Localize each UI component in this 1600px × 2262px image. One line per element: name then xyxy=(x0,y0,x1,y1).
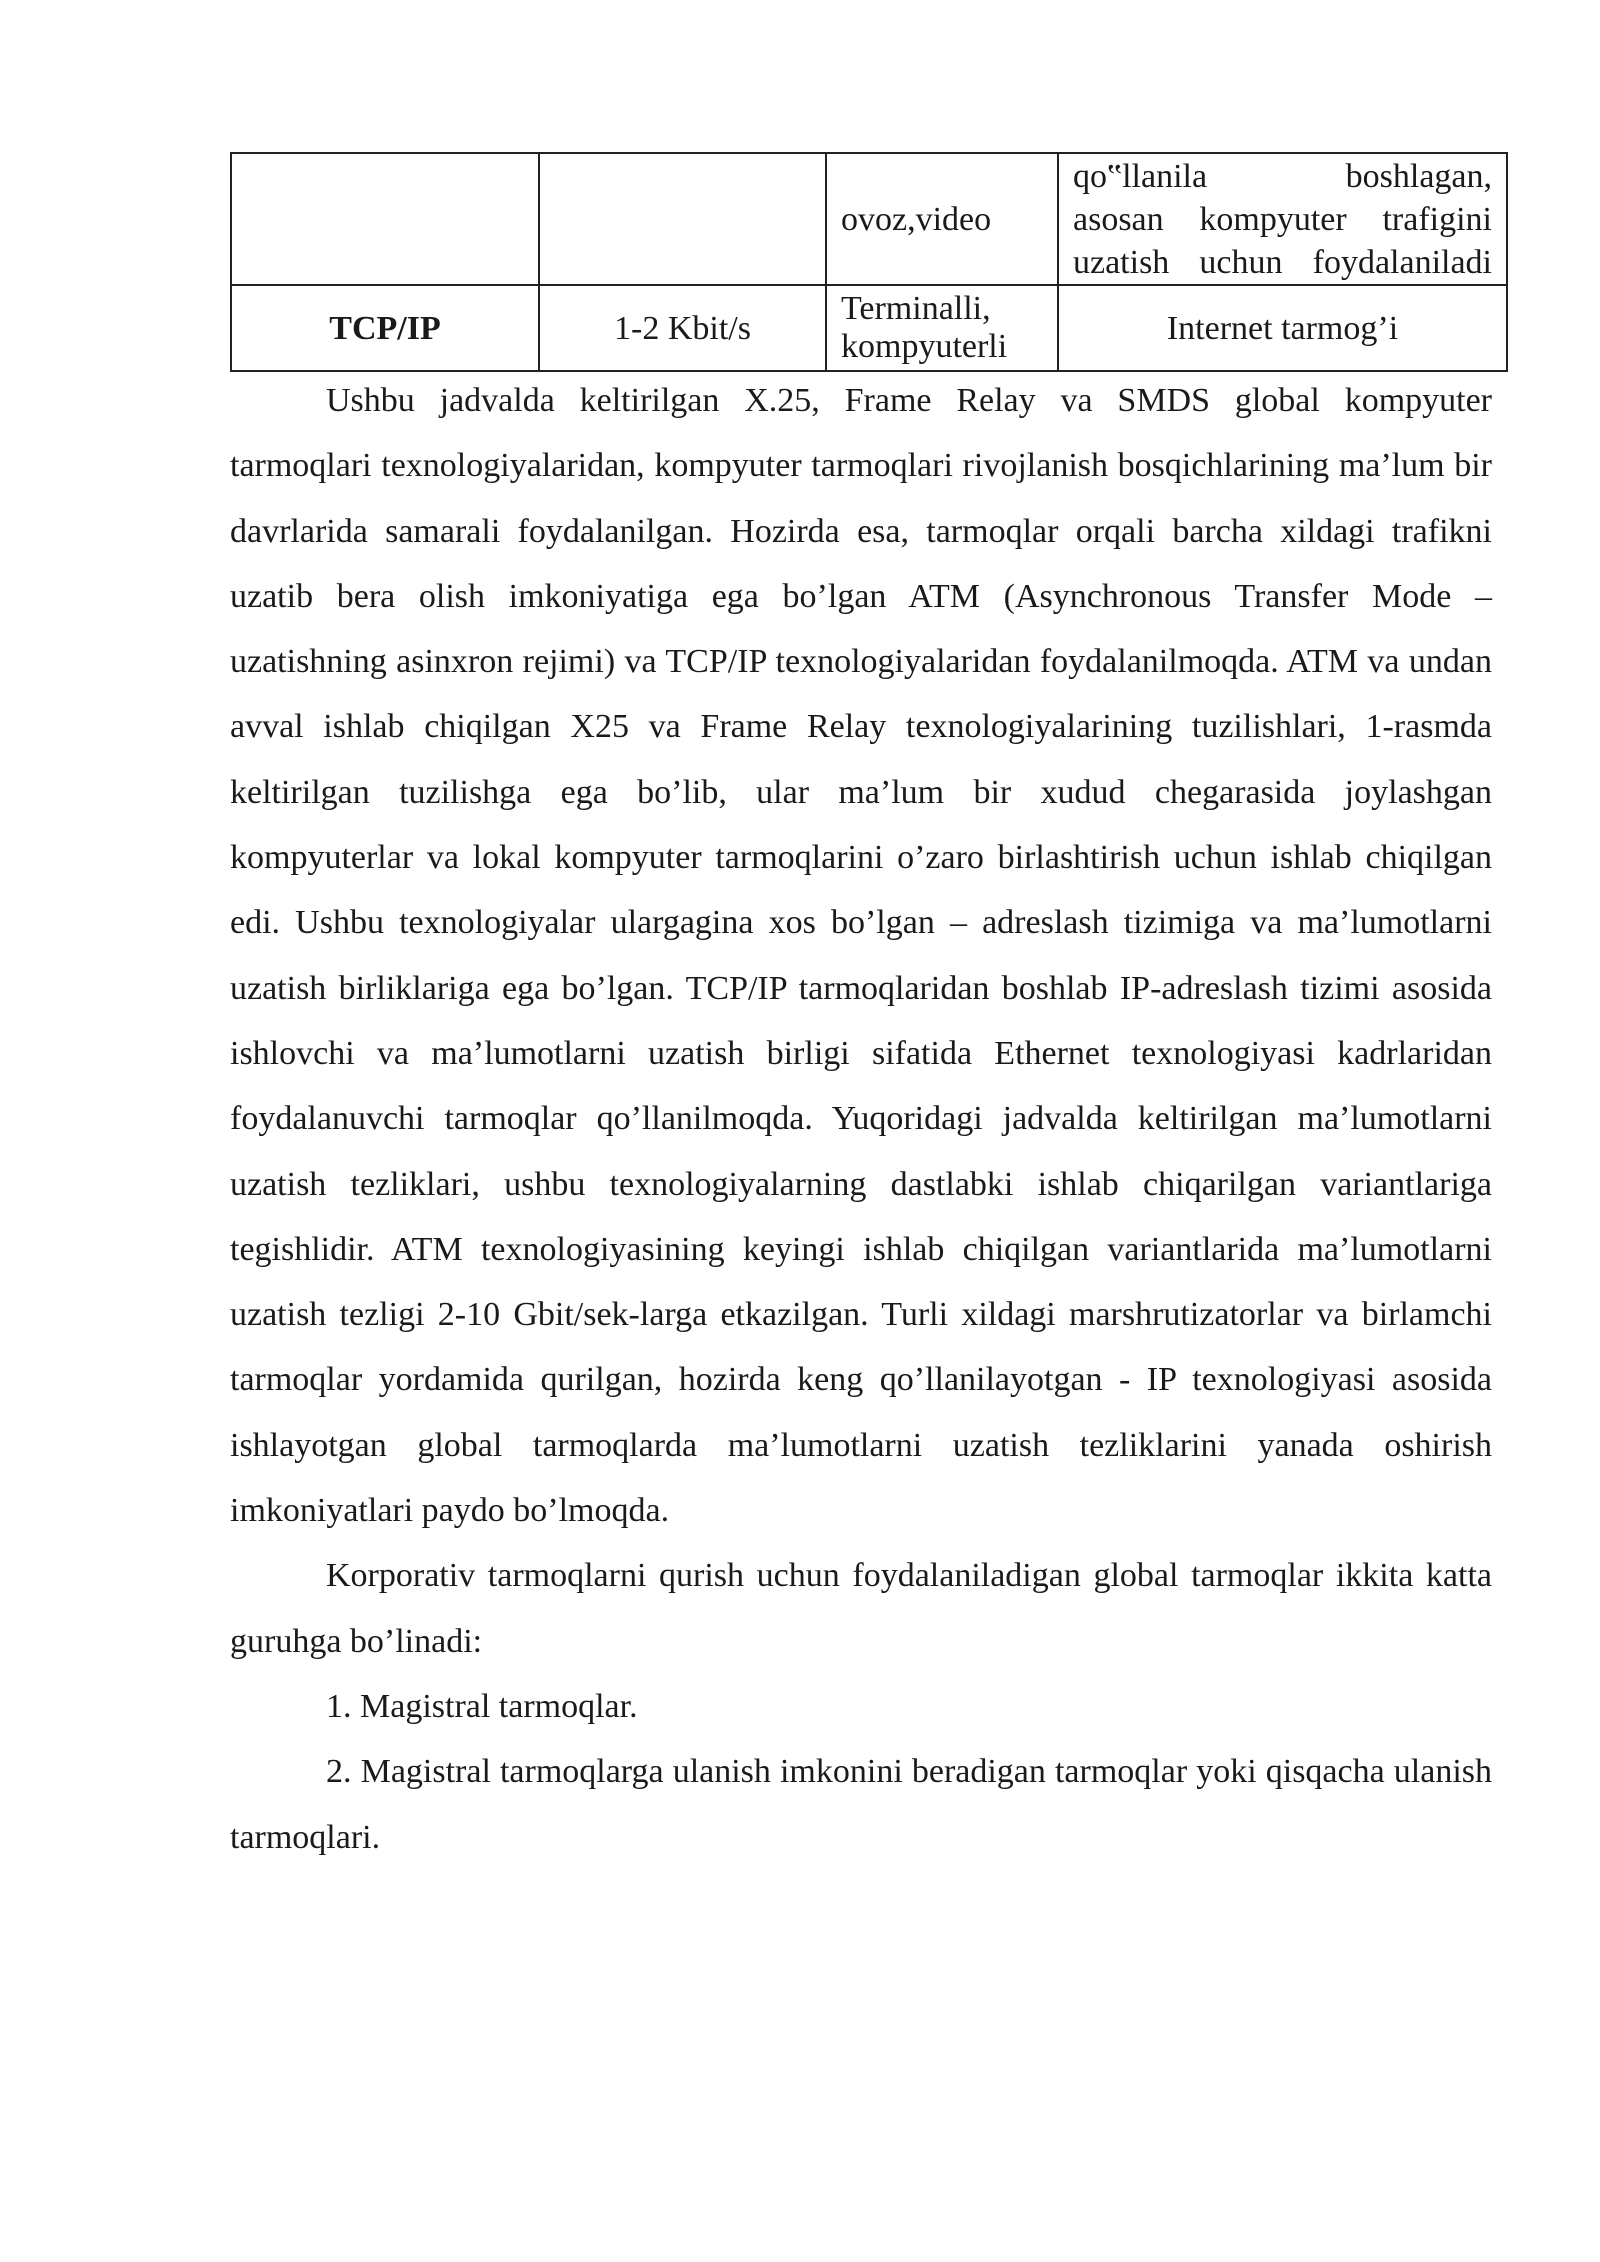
table-cell-application xyxy=(1058,153,1507,285)
table-cell-technology: TCP/IP xyxy=(231,285,539,371)
table-cell-traffic-type xyxy=(826,285,1058,371)
table-cell-traffic-type: ovoz,video xyxy=(826,153,1058,285)
table-cell-empty xyxy=(231,153,539,285)
cell-text-line: kompyuterli xyxy=(841,328,1008,365)
technology-table-continuation xyxy=(230,152,1508,372)
paragraph-corporate-networks: Korporativ tarmoqlarni qurish uchun foydalaniladigan global tarmoqlar ikkita katta guruhga bo’linadi: xyxy=(230,1557,1492,1660)
table-cell-empty xyxy=(539,153,826,285)
table-row xyxy=(231,285,1507,371)
body-text xyxy=(230,368,1492,1870)
cell-text-line: qo‟llanila boshlagan, xyxy=(1073,157,1492,195)
table-cell-application: Internet tarmog’i xyxy=(1058,285,1507,371)
table-row xyxy=(231,153,1507,285)
list-item-backbone-networks: 1. Magistral tarmoqlar. xyxy=(326,1687,638,1725)
cell-text-line: Terminalli, xyxy=(841,290,991,327)
list-item-access-networks: 2. Magistral tarmoqlarga ulanish imkonini beradigan tarmoqlar yoki qisqacha ulanish tarmoqlari. xyxy=(230,1753,1492,1856)
cell-text-line: asosan kompyuter trafigini xyxy=(1073,200,1492,238)
paragraph-global-network-technologies: Ushbu jadvalda keltirilgan X.25, Frame Relay va SMDS global kompyuter tarmoqlari texnologiyalaridan, kompyuter tarmoqlari rivojlanish bosqichlarining ma’lum bir davrlarida samarali foydalanilgan. Hozirda esa, tarmoqlar orqali barcha xildagi trafikni uzatib bera olish imkoniyatiga ega bo’lgan ATM (Asynchronous Transfer Mode – uzatishning asinxron rejimi) va TCP/IP texnologiyalaridan foydalanilmoqda. ATM va undan avval ishlab chiqilgan X25 va Frame Relay texnologiyalarining tuzilishlari, 1-rasmda keltirilgan tuzilishga ega bo’lib, ular ma’lum bir xudud chegarasida joylashgan kompyuterlar va lokal kompyuter tarmoqlarini o’zaro birlashtirish uchun ishlab chiqilgan edi. Ushbu texnologiyalar ulargagina xos bo’lgan – adreslash tizimiga va ma’lumotlarni uzatish birliklariga ega bo’lgan. TCP/IP tarmoqlaridan boshlab IP-adreslash tizimi asosida ishlovchi va ma’lumotlarni uzatish birligi sifatida Ethernet texnologiyasi kadrlaridan foydalanuvchi tarmoqlar qo’llanilmoqda. Yuqoridagi jadvalda keltirilgan ma’lumotlarni uzatish tezliklari, ushbu texnologiyalarning dastlabki ishlab chiqarilgan variantlariga tegishlidir. ATM texnologiyasining keyingi ishlab chiqilgan variantlarida ma’lumotlarni uzatish tezligi 2-10 Gbit/sek-larga etkazilgan. Turli xildagi marshrutizatorlar va birlamchi tarmoqlar yordamida qurilgan, hozirda keng qo’llanilayotgan - IP texnologiyasi asosida ishlayotgan global tarmoqlarda ma’lumotlarni uzatish tezliklarini yanada oshirish imkoniyatlari paydo bo’lmoqda. xyxy=(230,382,1492,1530)
cell-text-line: uzatish uchun foydalaniladi xyxy=(1073,243,1492,281)
table-cell-speed: 1-2 Kbit/s xyxy=(539,285,826,371)
